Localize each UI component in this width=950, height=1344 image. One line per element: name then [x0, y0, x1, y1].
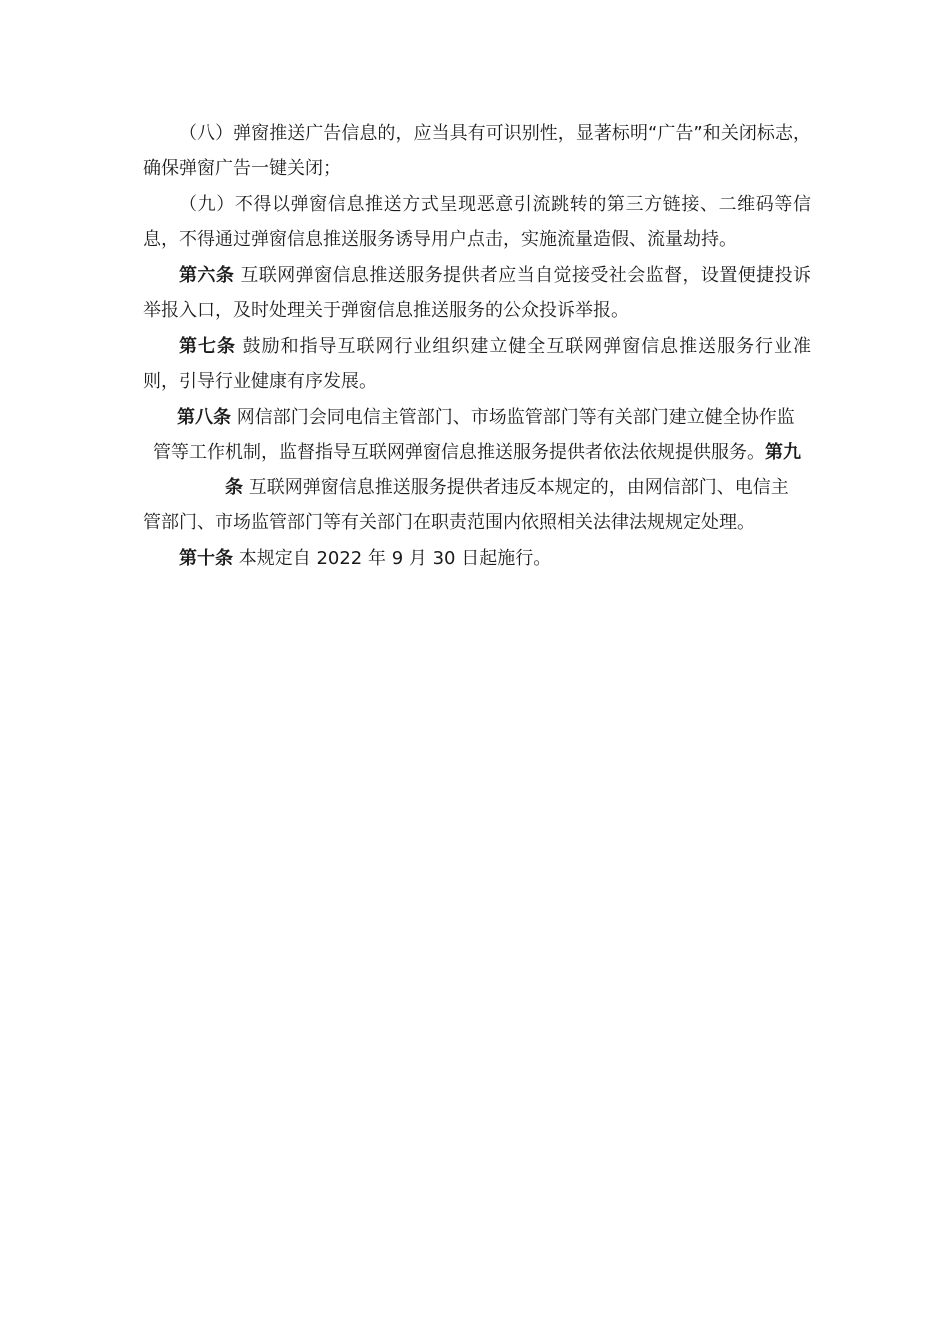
- article-7-title: 第七条: [179, 336, 236, 357]
- article-8-line-1: [143, 400, 811, 435]
- article-9-title-part-2: 条: [225, 477, 243, 498]
- article-10-text: 本规定自 2022 年 9 月 30 日起施行。: [233, 548, 552, 569]
- article-8-title: 第八条: [177, 407, 231, 428]
- article-9-title-part-1: 第九: [765, 442, 801, 463]
- clause-8-text: （八）弹窗推送广告信息的，应当具有可识别性，显著标明“广告”和关闭标志，确保弹窗广告一键关闭；: [143, 123, 811, 179]
- article-8-text-1: 网信部门会同电信主管部门、市场监管部门等有关部门建立健全协作监: [231, 407, 795, 428]
- article-9-line-1: [143, 470, 811, 505]
- article-7-text: 鼓励和指导互联网行业组织建立健全互联网弹窗信息推送服务行业准则，引导行业健康有序发展。: [143, 336, 812, 392]
- article-10: [143, 541, 811, 576]
- article-6-title: 第六条: [179, 265, 235, 286]
- article-9-text-1: 互联网弹窗信息推送服务提供者违反本规定的，由网信部门、电信主: [243, 477, 789, 498]
- article-9-line-2: [143, 505, 811, 540]
- article-8-line-2: [143, 435, 811, 470]
- article-8-9-block: [143, 400, 811, 540]
- clause-8: [143, 116, 811, 186]
- article-10-title: 第十条: [179, 548, 233, 569]
- article-9-text-2: 管部门、市场监管部门等有关部门在职责范围内依照相关法律法规规定处理。: [143, 512, 755, 533]
- article-6-text: 互联网弹窗信息推送服务提供者应当自觉接受社会监督，设置便捷投诉举报入口，及时处理关于弹窗信息推送服务的公众投诉举报。: [143, 265, 812, 321]
- clause-9-text: （九）不得以弹窗信息推送方式呈现恶意引流跳转的第三方链接、二维码等信息，不得通过弹窗信息推送服务诱导用户点击，实施流量造假、流量劫持。: [143, 194, 811, 250]
- clause-9: [143, 187, 811, 257]
- article-7: [143, 329, 811, 399]
- article-6: [143, 258, 811, 328]
- document-body: [143, 116, 811, 577]
- article-8-text-2: 管等工作机制，监督指导互联网弹窗信息推送服务提供者依法依规提供服务。: [153, 442, 765, 463]
